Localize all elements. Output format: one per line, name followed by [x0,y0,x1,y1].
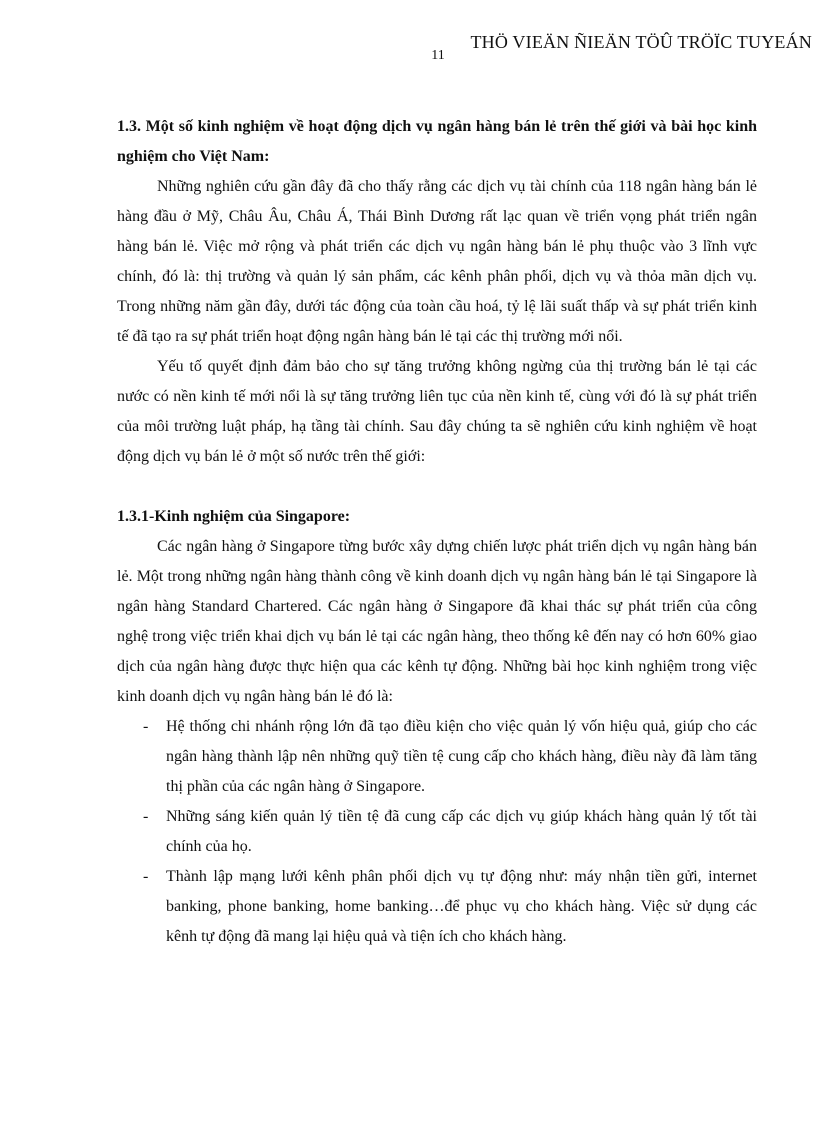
list-item [117,862,757,952]
document-body [117,112,757,952]
page-number: 11 [431,48,445,63]
bullet-list [117,712,757,952]
bullet-text: Những sáng kiến quản lý tiền tệ đã cung cấp các dịch vụ giúp khách hàng quản lý tốt tài chính của họ. [166,808,757,855]
subsection-heading: 1.3.1-Kinh nghiệm của Singapore: [117,508,351,525]
spacer [117,472,757,502]
bullet-dash: - [143,868,149,885]
section-paragraph-2: Yếu tố quyết định đảm bảo cho sự tăng trưởng không ngừng của thị trường bán lẻ tại các nước có nền kinh tế mới nổi là sự tăng trưởng liên tục của nền kinh tế, cùng với đó là sự phát triển của môi trường luật pháp, hạ tầng tài chính. Sau đây chúng ta sẽ nghiên cứu kinh nghiệm về hoạt động dịch vụ bán lẻ ở một số nước trên thế giới: [117,358,757,465]
bullet-text: Thành lập mạng lưới kênh phân phối dịch vụ tự động như: máy nhận tiền gửi, internet banking, phone banking, home banking…để phục vụ cho khách hàng. Việc sử dụng các kênh tự động đã mang lại hiệu quả và tiện ích cho khách hàng. [166,868,757,945]
subsection-paragraph: Các ngân hàng ở Singapore từng bước xây dựng chiến lược phát triển dịch vụ ngân hàng bán lẻ. Một trong những ngân hàng thành công về kinh doanh dịch vụ ngân hàng bán lẻ tại Singapore là ngân hàng Standard Chartered. Các ngân hàng ở Singapore đã khai thác sự phát triển của công nghệ trong việc triển khai dịch vụ bán lẻ tại các ngân hàng, theo thống kê đến nay có hơn 60% giao dịch của ngân hàng được thực hiện qua các kênh tự động. Những bài học kinh nghiệm trong việc kinh doanh dịch vụ ngân hàng bán lẻ đó là: [117,538,757,705]
bullet-dash: - [143,718,149,735]
section-heading: 1.3. Một số kinh nghiệm về hoạt động dịch vụ ngân hàng bán lẻ trên thế giới và bài học kinh nghiệm cho Việt Nam: [117,118,757,165]
bullet-dash: - [143,808,149,825]
list-item [117,712,757,802]
bullet-text: Hệ thống chi nhánh rộng lớn đã tạo điều kiện cho việc quản lý vốn hiệu quả, giúp cho các ngân hàng thành lập nên những quỹ tiền tệ cung cấp cho khách hàng, điều này đã làm tăng thị phần của các ngân hàng ở Singapore. [166,718,757,795]
library-header: THÖ VIEÄN ÑIEÄN TÖÛ TRÖÏC TUYEÁN [470,32,812,52]
section-paragraph-1: Những nghiên cứu gần đây đã cho thấy rằng các dịch vụ tài chính của 118 ngân hàng bán lẻ hàng đầu ở Mỹ, Châu Âu, Châu Á, Thái Bình Dương rất lạc quan về triển vọng phát triển ngân hàng bán lẻ. Việc mở rộng và phát triển các dịch vụ ngân hàng bán lẻ phụ thuộc vào 3 lĩnh vực chính, đó là: thị trường và quản lý sản phẩm, các kênh phân phối, dịch vụ và thỏa mãn dịch vụ. Trong những năm gần đây, dưới tác động của toàn cầu hoá, tỷ lệ lãi suất thấp và sự phát triển kinh tế đã tạo ra sự phát triển hoạt động ngân hàng bán lẻ tại các thị trường mới nổi. [117,178,757,345]
list-item [117,802,757,862]
